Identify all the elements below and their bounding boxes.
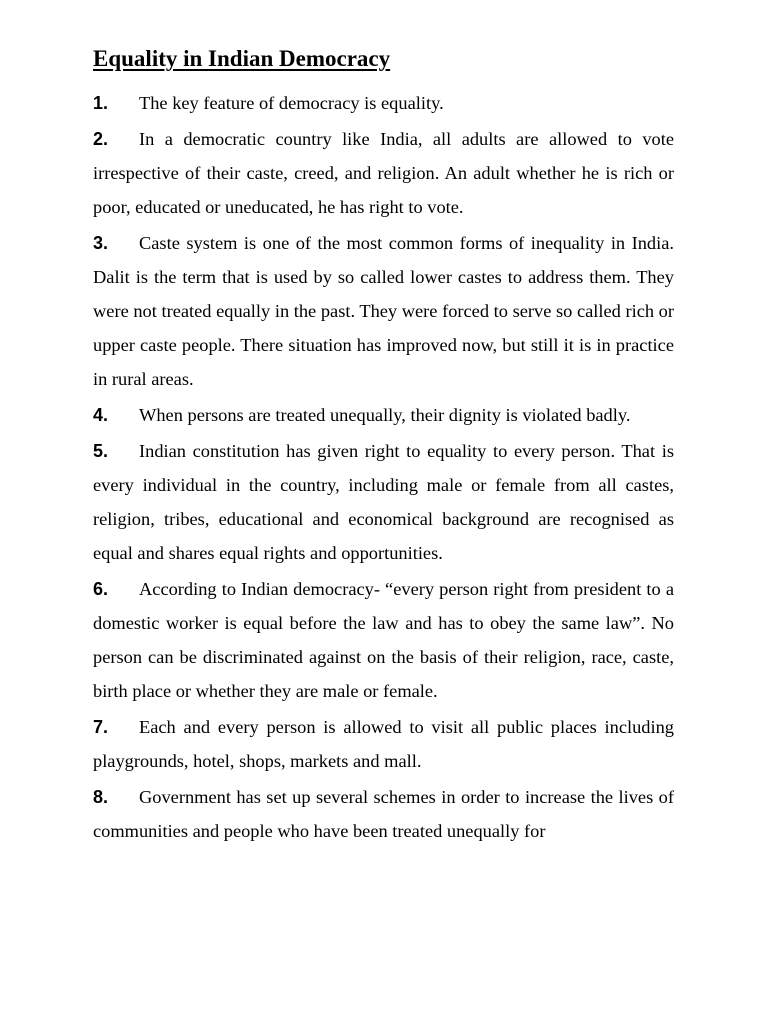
item-number: 3. (93, 233, 109, 253)
item-text: Each and every person is allowed to visit all public places including playgrounds, hotel, shops, markets and mall. (93, 717, 674, 771)
item-text: The key feature of democracy is equality. (139, 93, 444, 113)
item-number: 2. (93, 129, 109, 149)
list-item (93, 86, 674, 120)
item-number: 6. (93, 579, 109, 599)
list-item (93, 780, 674, 848)
document-page (93, 44, 674, 850)
item-number: 8. (93, 787, 109, 807)
list-item (93, 434, 674, 570)
item-text: In a democratic country like India, all adults are allowed to vote irrespective of their caste, creed, and religion. An adult whether he is rich or poor, educated or uneducated, he has right to vote. (93, 129, 674, 217)
item-text: Government has set up several schemes in order to increase the lives of communities and people who have been treated unequally for (93, 787, 674, 841)
item-text: According to Indian democracy- “every person right from president to a domestic worker is equal before the law and has to obey the same law”. No person can be discriminated against on the basis of their religion, race, caste, birth place or whether they are male or female. (93, 579, 674, 701)
item-text: Caste system is one of the most common forms of inequality in India. Dalit is the term that is used by so called lower castes to address them. They were not treated equally in the past. They were forced to serve so called rich or upper caste people. There situation has improved now, but still it is in practice in rural areas. (93, 233, 674, 389)
item-number: 4. (93, 405, 109, 425)
list-item (93, 398, 674, 432)
item-text: Indian constitution has given right to equality to every person. That is every individual in the country, including male or female from all castes, religion, tribes, educational and economical background are recognised as equal and shares equal rights and opportunities. (93, 441, 674, 563)
list-item (93, 226, 674, 396)
item-text: When persons are treated unequally, their dignity is violated badly. (139, 405, 631, 425)
list-item (93, 572, 674, 708)
page-title: Equality in Indian Democracy (93, 46, 391, 71)
list-item (93, 710, 674, 778)
item-number: 7. (93, 717, 109, 737)
list-item (93, 122, 674, 224)
item-number: 1. (93, 93, 109, 113)
item-number: 5. (93, 441, 109, 461)
